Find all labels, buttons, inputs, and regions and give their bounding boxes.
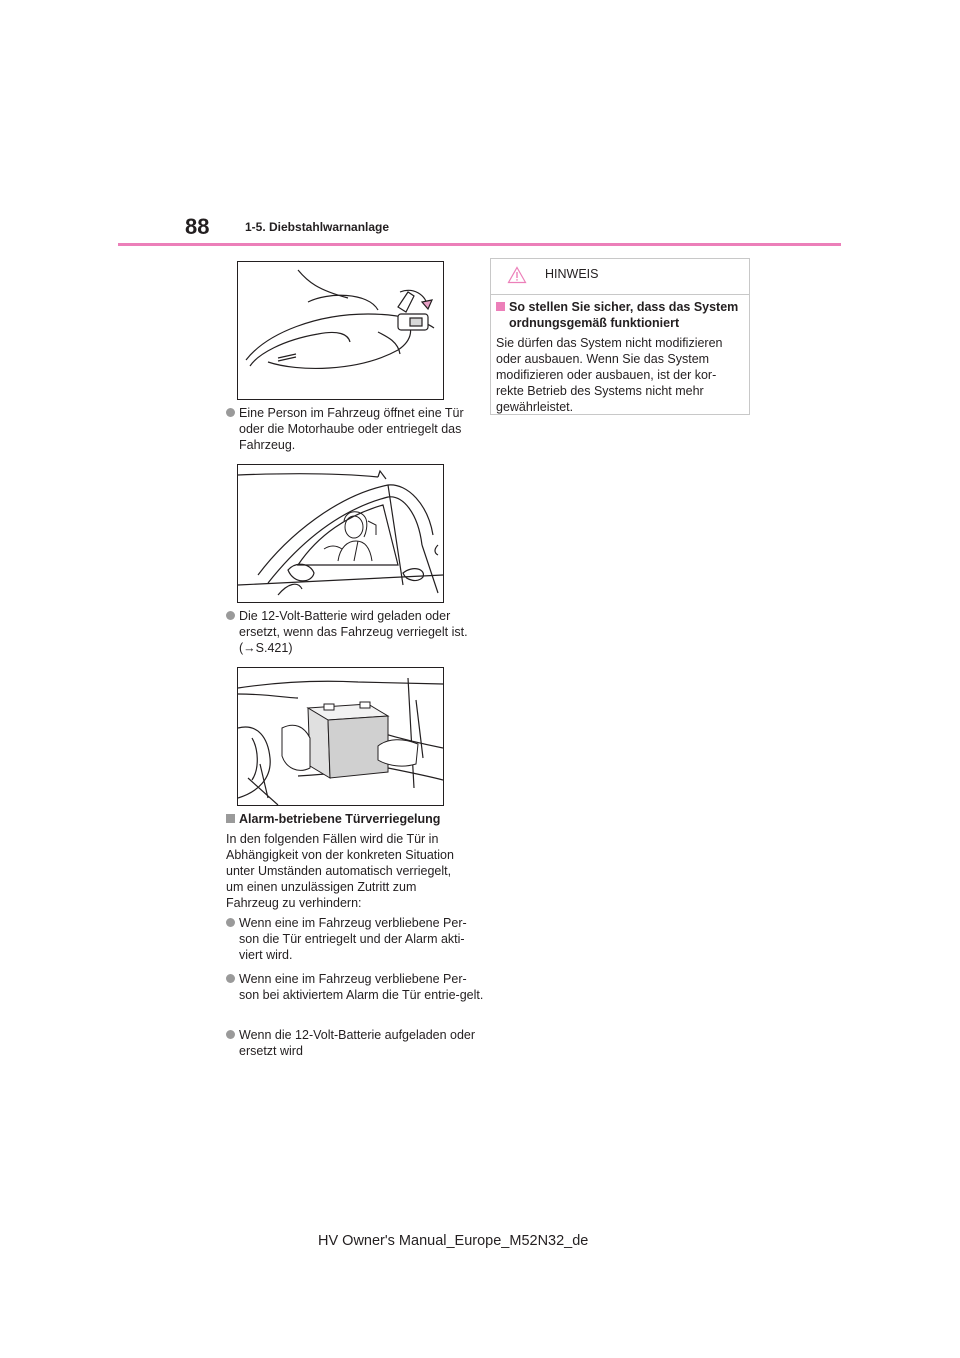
door-lock-heading-text: Alarm-betriebene Türverriegelung: [239, 812, 441, 826]
bullet-dot-icon: [226, 611, 235, 620]
notice-box: [490, 258, 750, 415]
notice-heading: [496, 299, 755, 331]
list-item-text: Die 12-Volt-Batterie wird geladen oder ersetzt, wenn das Fahrzeug verriegelt ist. (→S.421): [239, 609, 468, 655]
list-item-text: Wenn eine im Fahrzeug verbliebene Per-son bei aktiviertem Alarm die Tür entrie-gelt.: [239, 972, 484, 1002]
notice-header: [491, 259, 749, 295]
footer-text: HV Owner's Manual_Europe_M52N32_de: [318, 1233, 589, 1249]
warning-triangle-icon: [507, 266, 527, 284]
header-rule: [118, 243, 841, 246]
list-item: [226, 915, 484, 963]
notice-heading-text: So stellen Sie sicher, dass das System ordnungsgemäß funktioniert: [509, 300, 739, 330]
section-title: 1-5. Diebstahlwarnanlage: [245, 220, 390, 234]
bullet-dot-icon: [226, 408, 235, 417]
square-bullet-icon: [226, 814, 235, 823]
list-item-text: Wenn die 12-Volt-Batterie aufgeladen oder ersetzt wird: [239, 1028, 476, 1058]
list-item: [226, 1027, 484, 1059]
person-in-vehicle-illustration: [237, 464, 444, 603]
notice-text: Sie dürfen das System nicht modifizieren oder ausbauen. Wenn Sie das System modifizieren oder ausbauen, ist der kor-rekte Betrieb des Systems nicht mehr gewährleistet.: [496, 336, 723, 414]
bullet-dot-icon: [226, 918, 235, 927]
page-number: 88: [185, 214, 210, 239]
door-lock-heading: [226, 811, 489, 827]
bullet-dot-icon: [226, 1030, 235, 1039]
notice-label: HINWEIS: [545, 267, 599, 281]
list-item: [226, 608, 484, 656]
bullet-dot-icon: [226, 974, 235, 983]
list-item: [226, 971, 484, 1003]
square-bullet-icon: [496, 302, 505, 311]
battery-illustration: [237, 667, 444, 806]
list-item: [226, 405, 484, 453]
door-handle-illustration: [237, 261, 444, 400]
list-item-text: Eine Person im Fahrzeug öffnet eine Tür oder die Motorhaube oder entriegelt das Fahrzeug.: [239, 406, 464, 452]
list-item-text: Wenn eine im Fahrzeug verbliebene Per-son die Tür entriegelt und der Alarm akti-viert wird.: [239, 916, 467, 962]
door-lock-intro: In den folgenden Fällen wird die Tür in Abhängigkeit von der konkreten Situation unter Umständen automatisch verriegelt, um einen unzulässigen Zutritt zum Fahrzeug zu verhindern:: [226, 832, 454, 910]
